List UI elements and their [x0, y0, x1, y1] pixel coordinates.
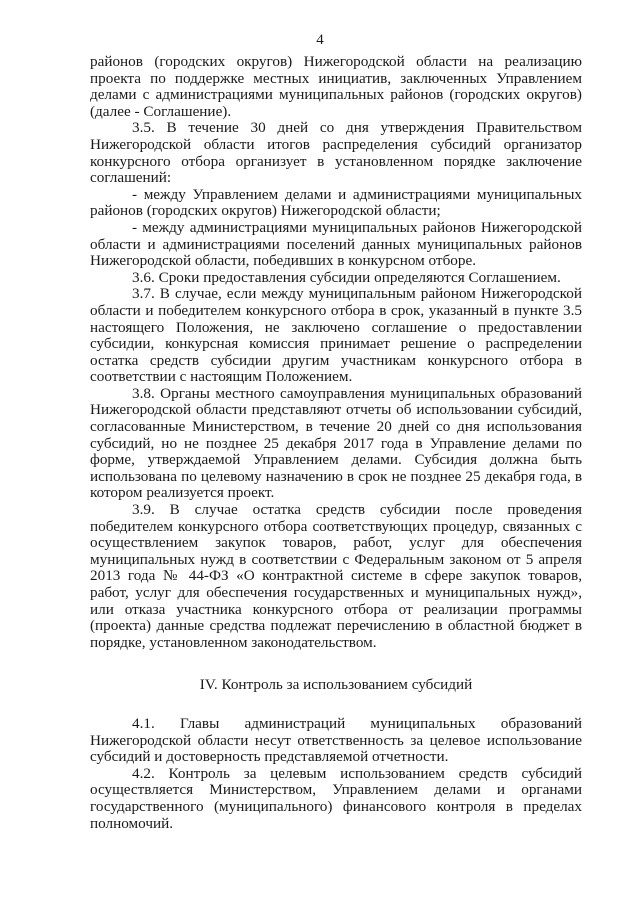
paragraph-p3-5: 3.5. В течение 30 дней со дня утверждения Правительством Нижегородской области итогов распределения субсидий организатор конкурсного отбора организует в установленном порядке заключение соглашений:: [90, 119, 582, 187]
paragraphs-after-section: [90, 716, 582, 832]
paragraph-p3-7: 3.7. В случае, если между муниципальным районом Нижегородской области и победителем конкурсного отбора в срок, указанный в пункте 3.5 настоящего Положения, не заключено соглашение о предоставлении субсидии, конкурсная комиссия принимает решение о распределении остатка средств субсидии другим участникам конкурсного отбора в соответствии с настоящим Положением.: [90, 285, 582, 386]
paragraph-p3-5-b: - между администрациями муниципальных районов Нижегородской области и администрациями поселений данных муниципальных районов Нижегородской области, победивших в конкурсном отборе.: [90, 218, 582, 270]
section-heading: IV. Контроль за использованием субсидий: [199, 676, 473, 694]
paragraph-p0: районов (городских округов) Нижегородской области на реализацию проекта по поддержке местных инициатив, заключенных Управлением делами с администрациями муниципальных районов (городских округов) (далее - Соглашение).: [90, 53, 582, 120]
paragraph-p4-1: 4.1. Главы администраций муниципальных образований Нижегородской области несут ответственность за целевое использование субсидий и достоверность представляемой отчетности.: [90, 714, 582, 766]
paragraph-p3-8: 3.8. Органы местного самоуправления муниципальных образований Нижегородской области представляют отчеты об использовании субсидий, согласованные Министерством, в течение 20 дней со дня использования субсидий, но не позднее 25 декабря 2017 года в Управление делами по форме, утверждаемой Управлением делами. Субсидия должна быть использована по целевому назначению в срок не позднее 25 декабря года, в котором реализуется проект.: [90, 384, 582, 502]
document-body: [90, 54, 582, 832]
page-number: 4: [316, 32, 324, 48]
paragraph-p3-5-a: - между Управлением делами и администрациями муниципальных районов (городских округов) Нижегородской области;: [90, 185, 582, 220]
paragraph-p3-6: 3.6. Сроки предоставления субсидии определяются Соглашением.: [132, 268, 561, 286]
paragraph-p4-2: 4.2. Контроль за целевым использованием средств субсидий осуществляется Министерством, Управлением делами и органами государственного (муниципального) финансового контроля в пределах полномочий.: [90, 764, 582, 832]
paragraphs-before-section: [90, 54, 582, 651]
paragraph-p3-9: 3.9. В случае остатка средств субсидии после проведения победителем конкурсного отбора соответствующих процедур, связанных с осуществлением закупок товаров, работ, услуг для обеспечения муниципальных нужд в соответствии с Федеральным законом от 5 апреля 2013 года № 44-ФЗ «О контрактной системе в сфере закупок товаров, работ, услуг для обеспечения государственных и муниципальных нужд», или отказа участника конкурсного отбора от реализации программы (проекта) данные средства подлежат перечислению в областной бюджет в порядке, установленном законодательством.: [90, 501, 582, 651]
